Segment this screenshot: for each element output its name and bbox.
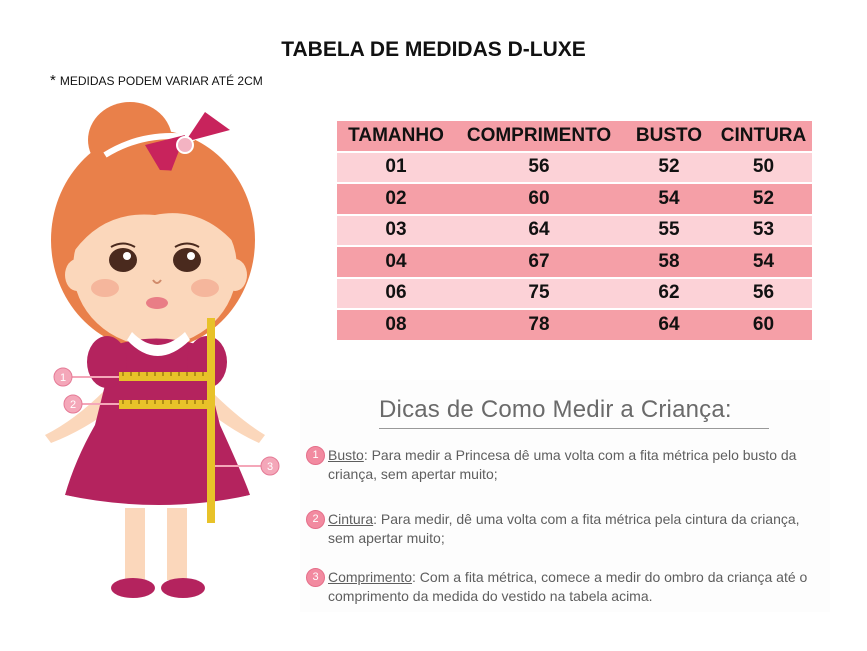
cheek-left (91, 279, 119, 297)
tip-number-badge: 3 (306, 568, 325, 587)
cell-comprimento: 67 (455, 246, 623, 278)
cell-tamanho: 04 (337, 246, 455, 278)
marker-1 (54, 368, 72, 386)
shoe-right (161, 578, 205, 598)
cell-cintura: 52 (715, 183, 812, 215)
marker-3-label: 3 (266, 461, 274, 473)
ear-left (65, 259, 89, 291)
measure-note (50, 72, 263, 89)
cheek-right (191, 279, 219, 297)
tip-length (306, 568, 826, 606)
mouth (146, 297, 168, 309)
cell-cintura: 56 (715, 278, 812, 310)
tip-term: Cintura (328, 511, 374, 527)
cell-comprimento: 56 (455, 152, 623, 184)
eye-left (109, 248, 137, 272)
cell-tamanho: 03 (337, 215, 455, 247)
col-header-tamanho: TAMANHO (337, 121, 455, 152)
bow-knot (177, 137, 193, 153)
cell-comprimento: 64 (455, 215, 623, 247)
cell-cintura: 53 (715, 215, 812, 247)
size-table (337, 121, 812, 342)
table-row (337, 309, 812, 341)
tape-length (207, 318, 215, 523)
tip-term: Comprimento (328, 569, 413, 585)
cell-busto: 54 (623, 183, 715, 215)
shoe-left (111, 578, 155, 598)
table-row (337, 183, 812, 215)
col-header-busto: BUSTO (623, 121, 715, 152)
col-header-comprimento: COMPRIMENTO (455, 121, 623, 152)
leg-left (125, 508, 145, 580)
cell-busto: 55 (623, 215, 715, 247)
cell-tamanho: 02 (337, 183, 455, 215)
col-header-cintura: CINTURA (715, 121, 812, 152)
tip-description: : Com a fita métrica, comece a medir do ombro da criança até o comprimento da medida do vestido na tabela acima. (328, 569, 808, 604)
leg-right (167, 508, 187, 580)
note-text: MEDIDAS PODEM VARIAR ATÉ 2CM (59, 74, 263, 88)
table-header-row (337, 121, 812, 152)
measuring-tips (300, 380, 830, 612)
girl-illustration (35, 100, 285, 610)
cell-busto: 52 (623, 152, 715, 184)
tip-term: Busto (328, 447, 364, 463)
eye-right (173, 248, 201, 272)
tip-description: : Para medir a Princesa dê uma volta com a fita métrica pelo busto da criança, sem apertar muito; (328, 447, 797, 482)
tip-description: : Para medir, dê uma volta com a fita métrica pela cintura da criança, sem apertar muito; (328, 511, 800, 546)
tips-title-underline (379, 428, 769, 429)
cell-comprimento: 78 (455, 309, 623, 341)
tip-number-badge: 1 (306, 446, 325, 465)
cell-busto: 62 (623, 278, 715, 310)
cell-tamanho: 01 (337, 152, 455, 184)
cell-cintura: 50 (715, 152, 812, 184)
tip-text (328, 510, 826, 548)
cell-cintura: 60 (715, 309, 812, 341)
cell-busto: 64 (623, 309, 715, 341)
table-row (337, 246, 812, 278)
cell-comprimento: 60 (455, 183, 623, 215)
cell-tamanho: 08 (337, 309, 455, 341)
marker-2 (64, 395, 82, 413)
marker-1-label: 1 (59, 372, 67, 384)
table-row (337, 215, 812, 247)
ear-right (223, 259, 247, 291)
tip-text (328, 446, 826, 484)
bow-right (185, 112, 230, 142)
cell-tamanho: 06 (337, 278, 455, 310)
tips-title: Dicas de Como Medir a Criança: (379, 396, 732, 423)
marker-2-label: 2 (69, 399, 77, 411)
tip-waist (306, 510, 826, 548)
note-asterisk: * (50, 72, 56, 89)
table-row (337, 152, 812, 184)
page-title: TABELA DE MEDIDAS D-LUXE (281, 38, 586, 61)
tip-bust (306, 446, 826, 484)
cell-cintura: 54 (715, 246, 812, 278)
marker-3 (261, 457, 279, 475)
tip-text (328, 568, 826, 606)
cell-busto: 58 (623, 246, 715, 278)
cell-comprimento: 75 (455, 278, 623, 310)
tip-number-badge: 2 (306, 510, 325, 529)
table-row (337, 278, 812, 310)
